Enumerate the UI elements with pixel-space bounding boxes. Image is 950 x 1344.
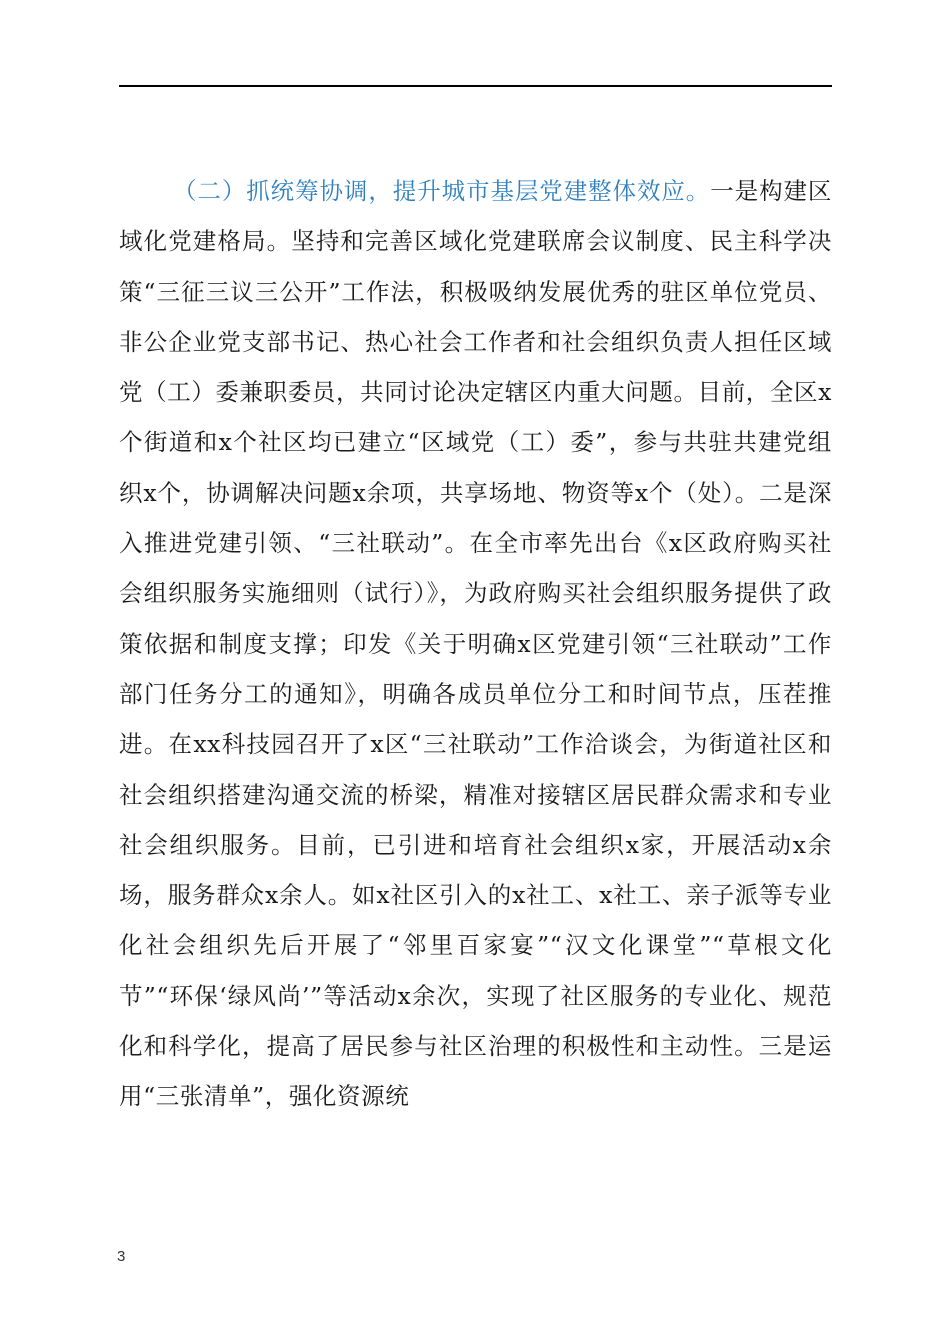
page-number: 3 (117, 1248, 126, 1265)
header-rule (119, 85, 832, 87)
body-paragraph (119, 166, 832, 1122)
paragraph-body: 一是构建区域化党建格局。坚持和完善区域化党建联席会议制度、民主科学决策“三征三议三公开”工作法，积极吸纳发展优秀的驻区单位党员、非公企业党支部书记、热心社会工作者和社会组织负责人担任区域党（工）委兼职委员，共同讨论决定辖区内重大问题。目前，全区x个街道和x个社区均已建立“区域党（工）委”，参与共驻共建党组织x个，协调解决问题x余项，共享场地、物资等x个（处）。二是深入推进党建引领、“三社联动”。在全市率先出台《x区政府购买社会组织服务实施细则（试行）》，为政府购买社会组织服务提供了政策依据和制度支撑；印发《关于明确x区党建引领“三社联动”工作部门任务分工的通知》，明确各成员单位分工和时间节点，压茬推进。在xx科技园召开了x区“三社联动”工作洽谈会，为街道社区和社会组织搭建沟通交流的桥梁，精准对接辖区居民群众需求和专业社会组织服务。目前，已引进和培育社会组织x家，开展活动x余场，服务群众x余人。如x社区引入的x社工、x社工、亲子派等专业化社会组织先后开展了“邻里百家宴”“汉文化课堂”“草根文化节”“环保‘绿风尚’”等活动x余次，实现了社区服务的专业化、规范化和科学化，提高了居民参与社区治理的积极性和主动性。三是运用“三张清单”，强化资源统 (119, 177, 833, 1111)
section-heading: （二）抓统筹协调，提升城市基层党建整体效应。 (173, 177, 711, 205)
